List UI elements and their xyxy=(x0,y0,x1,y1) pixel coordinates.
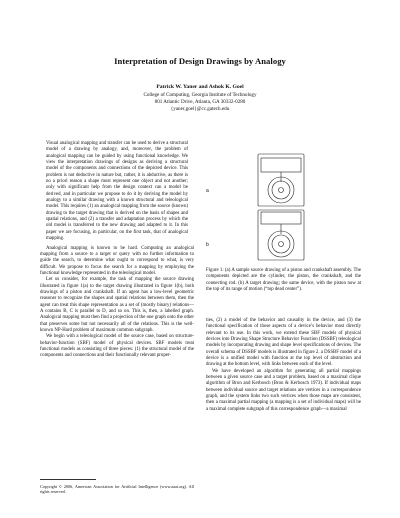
footnote-rule xyxy=(40,479,96,480)
figure-1-drawings xyxy=(218,152,346,262)
paper-title: Interpretation of Design Drawings by Analogy xyxy=(114,56,286,66)
affiliation-line: {yaner,goel}@cc.gatech.edu xyxy=(170,105,230,112)
crankshaft-inner-shape xyxy=(272,181,290,199)
abstract xyxy=(40,141,194,243)
copyright-footnote: Copyright © 2006, American Association for Artificial Intelligence (www.aaai.org). All rights reserved. xyxy=(40,484,194,495)
piston-shape xyxy=(261,212,301,224)
left-column xyxy=(40,141,194,360)
figure-caption: Figure 1: (a) A sample source drawing of a piston and crankshaft assembly. The components depicted are the cylinder, the piston, the crankshaft, and the connecting rod. (b) A target drawing; the same device, with the piston now at the top of its range of motion (“top dead center”). xyxy=(206,268,361,293)
crank-pin-shape xyxy=(279,188,284,193)
body-paragraph: We have developed an algorithm for generating all partial mappings between a given source case and a target problem, based on a maximal clique algorithm of Bron and Kerbosch (Bron & Kerbosch 1973). If individual maps between individual source and target relations are vertices in a correspondence graph, and the system links two such vertices when those maps are consistent, then a maximal partial mapping (a mapping is a set of individual maps) will be a maximal complete subgraph of this correspondence graph—a maximal xyxy=(206,368,361,412)
affiliation-line: College of Computing, Georgia Institute of Technology xyxy=(143,92,257,98)
body-paragraph: Analogical mapping is known to be hard. Computing an analogical mapping from a source to a target or query with no further information to guide the search, to determine what ought to correspond to what, is very difficult. We propose to focus the search for a mapping by employing the functional knowledge represented in the teleological model. xyxy=(40,245,194,276)
affiliation-block xyxy=(0,92,400,112)
affiliation-line: 801 Atlantic Drive, Atlanta, GA 30332-0280 xyxy=(154,98,246,105)
figure-label-b: b xyxy=(206,242,209,248)
abstract-text: Visual analogical mapping and transfer can be used to derive a structural model of a drawing by analogy, and, moreover, the problem of analogical mapping can be guided by using functional knowledge. We view the interpretation drawings of designs as deriving a structural model of the components and connections of the depicted device. This problem is not deductive in nature but, rather, it is abductive, as there is no a priori reason a shape must represent one object and not another; only with significant help from the design context can a model be derived, and in particular we propose to do it by deriving the model by analogy to a similar drawing with a known structural and teleological model. This requires (1) an analogical mapping from the source (known) drawing to the target drawing that is derived on the basis of shapes and spatial relations, and (2) a transfer and adaptation process by which the old model is transferred to the new drawing and adapted to it. In this paper we are focusing, in particular, on the first task, that of analogical mapping. xyxy=(46,141,188,242)
figure-label-a: a xyxy=(206,188,209,194)
crankshaft-inner-shape xyxy=(272,235,290,253)
piston-shape xyxy=(261,158,301,172)
drawing-a xyxy=(258,154,304,206)
body-paragraph: We begin with a teleological model of the source case, based on structure-behavior-function (SBF) model of physical devices. SBF models treat functional models as consisting of three pieces: (1) the structural model of the components and connections and their functionally relevant proper- xyxy=(40,334,194,359)
body-paragraph: Let us consider, for example, the task of mapping the source drawing illustrated in figure 1(a) to the target drawing illustrated in figure 1(b), both drawings of a piston and crankshaft. If an agent has a low-level geometric reasoner to recognize the shapes and spatial relations between them, then the agent can treat this shape representation as a set of (mostly binary) relations—A contains B, C is parallel to D, and so on. This is, then, a labelled graph. Analogical mapping must then find a projection of the one graph onto the other that preserves some but not necessarily all of the relations. This is the well-known NP-Hard problem of maximum common subgraph. xyxy=(40,277,194,333)
right-column xyxy=(206,318,361,413)
drawing-b xyxy=(258,210,304,260)
crank-pin-shape xyxy=(279,242,284,247)
paper-authors: Patrick W. Yaner and Ashok K. Goel xyxy=(156,84,244,90)
body-paragraph: ties, (2) a model of the behavior and causality in the device, and (3) the functional specification of those aspects of a device’s behavior most directly relevant to its use. In this work, we extend these SBF models of physical devices into Drawing Shape Structure Behavior Function (DSSBF) teleological models by incorporating drawing and shape level specifications of devices. The overall schema of DSSBF models is illustrated in figure 2. a DSSBF model of a device is a unified model with function at the top level of abstraction and drawing at the bottom level, with links between each of the level. xyxy=(206,318,361,368)
